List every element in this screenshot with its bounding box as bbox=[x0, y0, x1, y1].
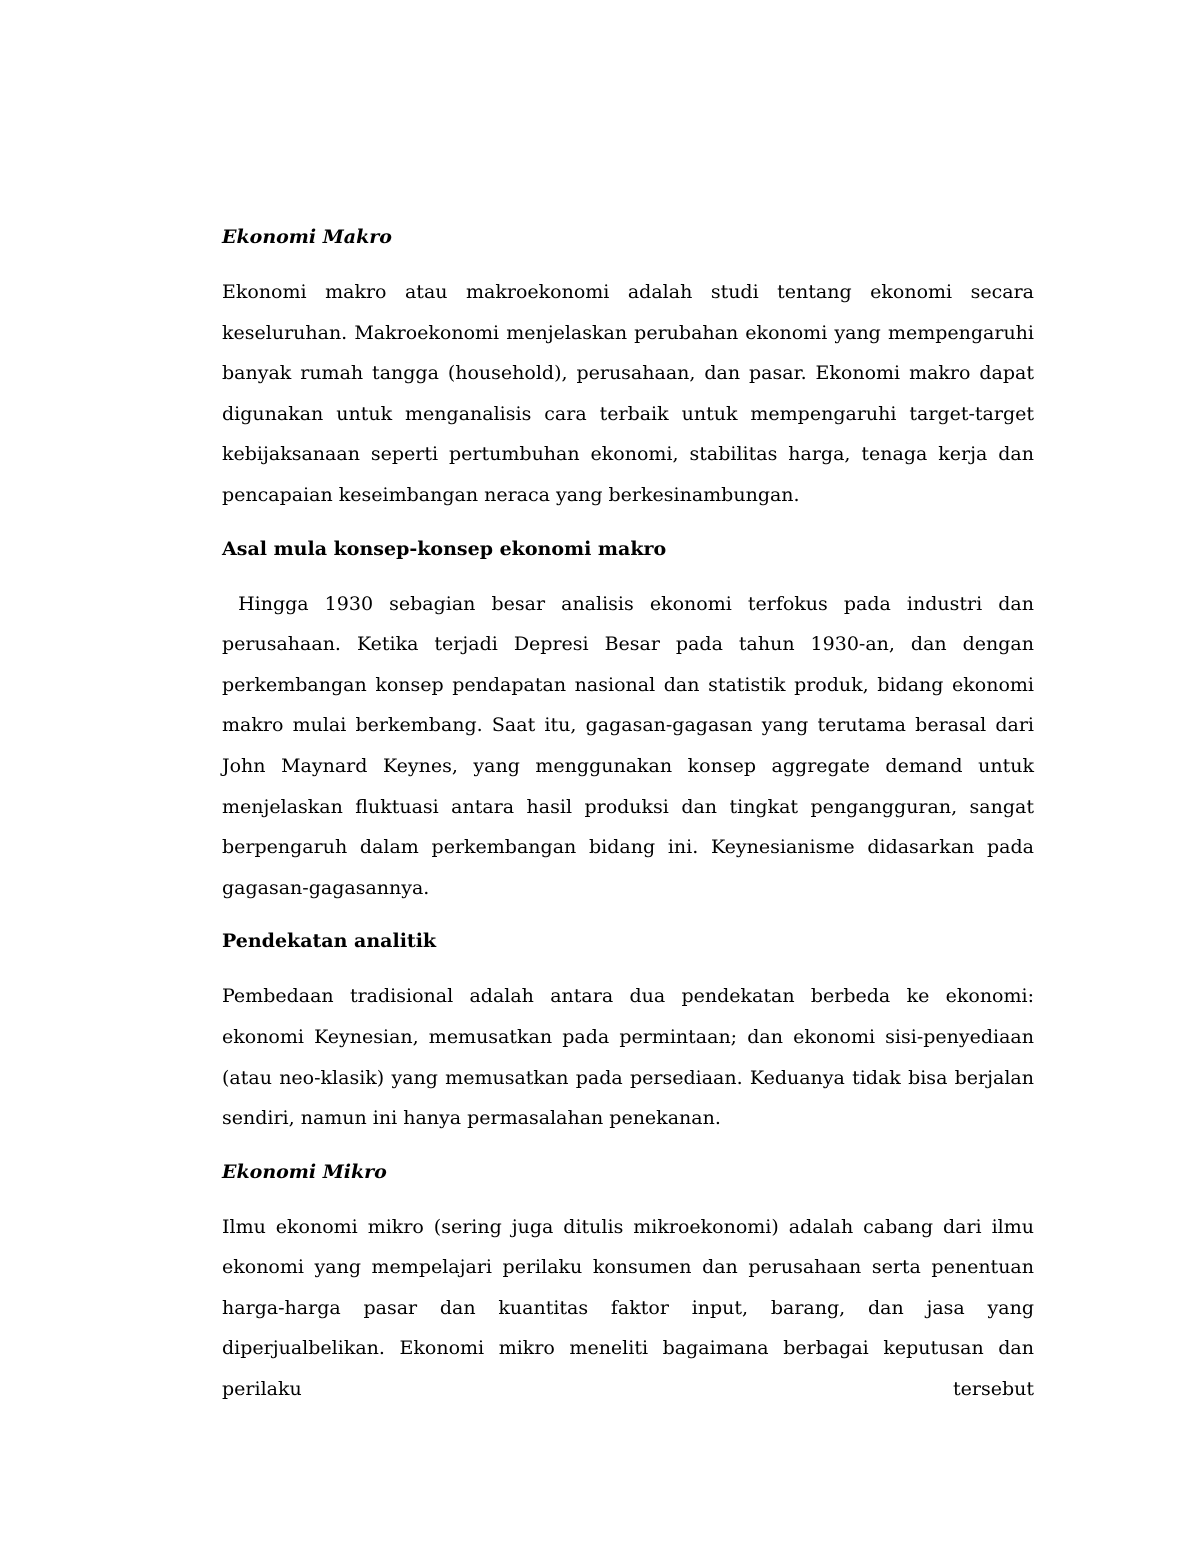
section-paragraph-ekonomi-makro: Ekonomi makro atau makroekonomi adalah studi tentang ekonomi secara keseluruhan. Makroekonomi menjelaskan perubahan ekonomi yang mempengaruhi banyak rumah tangga (household), perusahaan, dan pasar. Ekonomi makro dapat digunakan untuk menganalisis cara terbaik untuk mempengaruhi target-target kebijaksanaan seperti pertumbuhan ekonomi, stabilitas harga, tenaga kerja dan pencapaian keseimbangan neraca yang berkesinambungan. bbox=[222, 281, 1034, 506]
section-paragraph-pendekatan-analitik: Pembedaan tradisional adalah antara dua pendekatan berbeda ke ekonomi: ekonomi Keynesian, memusatkan pada permintaan; dan ekonomi sisi-penyediaan (atau neo-klasik) yang memusatkan pada persediaan. Keduanya tidak bisa berjalan sendiri, namun ini hanya permasalahan penekanan. bbox=[222, 985, 1034, 1130]
document-body bbox=[222, 222, 1034, 1410]
section-heading-ekonomi-makro: Ekonomi Makro bbox=[222, 226, 392, 248]
section-paragraph-ekonomi-mikro: Ilmu ekonomi mikro (sering juga ditulis mikroekonomi) adalah cabang dari ilmu ekonomi yang mempelajari perilaku konsumen dan perusahaan serta penentuan harga-harga pasar dan kuantitas faktor input, barang, dan jasa yang diperjualbelikan. Ekonomi mikro meneliti bagaimana berbagai keputusan dan perilaku tersebut bbox=[222, 1215, 1034, 1401]
section-heading-asal-mula: Asal mula konsep-konsep ekonomi makro bbox=[222, 537, 667, 560]
section-heading-pendekatan-analitik: Pendekatan analitik bbox=[222, 930, 437, 953]
section-heading-ekonomi-mikro: Ekonomi Mikro bbox=[222, 1160, 387, 1183]
section-paragraph-asal-mula: Hingga 1930 sebagian besar analisis ekonomi terfokus pada industri dan perusahaan. Ketika terjadi Depresi Besar pada tahun 1930-an, dan dengan perkembangan konsep pendapatan nasional dan statistik produk, bidang ekonomi makro mulai berkembang. Saat itu, gagasan-gagasan yang terutama berasal dari John Maynard Keynes, yang menggunakan konsep aggregate demand untuk menjelaskan fluktuasi antara hasil produksi dan tingkat pengangguran, sangat berpengaruh dalam perkembangan bidang ini. Keynesianisme didasarkan pada gagasan-gagasannya. bbox=[222, 592, 1034, 899]
